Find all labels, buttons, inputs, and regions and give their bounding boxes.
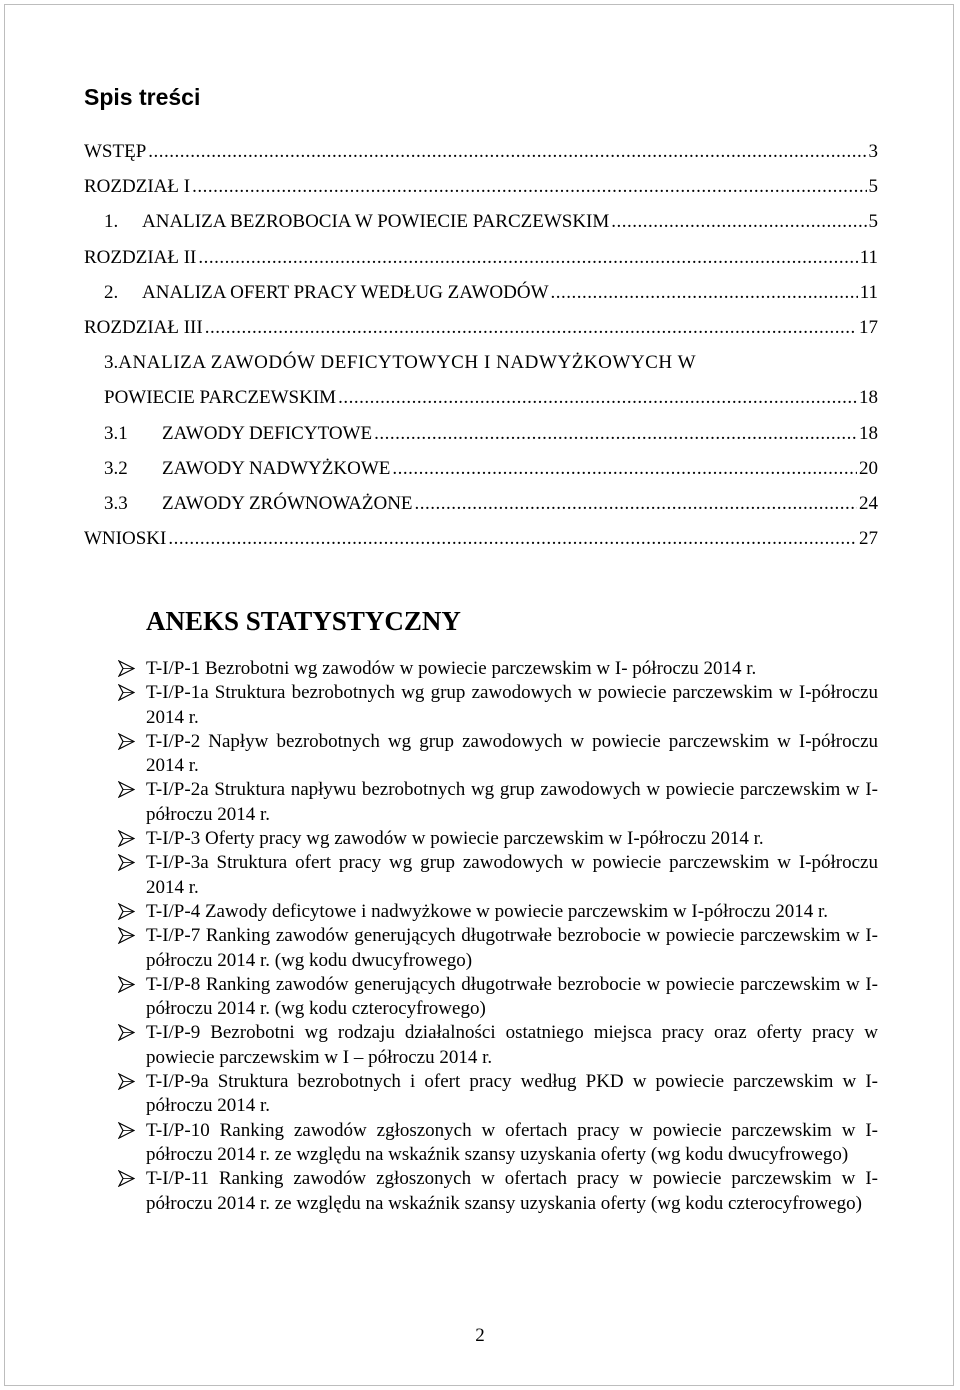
toc-dot-leader — [338, 387, 857, 409]
toc-entry[interactable] — [84, 141, 878, 176]
statistical-table-title: T-I/P-7 Ranking zawodów generujących długotrwałe bezrobocie w powiecie parczewskim w I-półroczu 2014 r. (wg kodu dwucyfrowego) — [146, 925, 878, 971]
page-number: 2 — [475, 1325, 485, 1346]
toc-entry-page: 3 — [868, 141, 878, 162]
statistical-table-item — [118, 924, 878, 973]
toc-dot-leader — [192, 176, 866, 198]
toc-entry-page: 11 — [859, 281, 878, 303]
statistical-table-item — [118, 1070, 878, 1119]
toc-entry-page: 27 — [859, 528, 878, 550]
statistical-table-item — [118, 778, 878, 827]
arrow-bullet-icon — [118, 1024, 135, 1041]
arrow-bullet-icon — [118, 733, 135, 750]
statistical-table-title: T-I/P-9a Struktura bezrobotnych i ofert pracy według PKD w powiecie parczewskim w I-półroczu 2014 r. — [146, 1071, 878, 1117]
toc-entry-label: ANALIZA ZAWODÓW DEFICYTOWYCH I NADWYŻKOWYCH W — [118, 352, 697, 374]
toc-entry-label: WNIOSKI — [84, 528, 167, 550]
toc-entry-label: ROZDZIAŁ III — [84, 316, 203, 338]
toc-entry[interactable] — [84, 176, 878, 211]
statistical-table-item — [118, 900, 878, 924]
toc-entry[interactable] — [84, 528, 878, 563]
toc-entry[interactable] — [84, 211, 878, 246]
toc-entry-page: 5 — [868, 211, 878, 233]
toc-dot-leader — [148, 141, 866, 163]
statistical-table-title: T-I/P-1 Bezrobotni wg zawodów w powiecie parczewskim w I- półroczu 2014 r. — [146, 658, 757, 679]
statistical-table-title: T-I/P-3a Struktura ofert pracy wg grup zawodowych w powiecie parczewskim w I-półroczu 2014 r. — [146, 852, 878, 898]
statistical-table-item — [118, 851, 878, 900]
statistical-table-title: T-I/P-2 Napływ bezrobotnych wg grup zawodowych w powiecie parczewskim w I-półroczu 2014 r. — [146, 730, 878, 777]
toc-entry[interactable] — [84, 458, 878, 493]
toc-entry-number: 3.3 — [104, 492, 128, 514]
page-title: Spis treści — [84, 84, 201, 110]
toc-entry-label: ANALIZA OFERT PRACY WEDŁUG ZAWODÓW — [142, 281, 549, 303]
statistical-tables-list — [118, 657, 878, 1216]
toc-entry-page: 5 — [868, 176, 878, 198]
toc-entry-label: ZAWODY ZRÓWNOWAŻONE — [162, 492, 413, 514]
arrow-bullet-icon — [118, 854, 135, 871]
arrow-bullet-icon — [118, 976, 135, 993]
toc-entry-continuation[interactable] — [84, 387, 878, 422]
toc-dot-leader — [198, 247, 857, 269]
toc-entry[interactable] — [84, 493, 878, 528]
statistical-table-item — [118, 973, 878, 1022]
toc-entry[interactable] — [84, 247, 878, 282]
toc-dot-leader — [551, 282, 858, 304]
arrow-bullet-icon — [118, 660, 135, 677]
statistical-table-item — [118, 1167, 878, 1216]
statistical-table-title: T-I/P-11 Ranking zawodów zgłoszonych w ofertach pracy w powiecie parczewskim w I-półroczu 2014 r. ze względu na wskaźnik szansy uzyskania oferty (wg kodu czterocyfrowego) — [146, 1168, 878, 1214]
toc-dot-leader — [415, 493, 857, 515]
toc-entry-number: 2. — [104, 281, 119, 303]
toc-entry-label: POWIECIE PARCZEWSKIM — [104, 387, 337, 409]
statistical-table-item — [118, 1021, 878, 1070]
toc-entry[interactable] — [84, 423, 878, 458]
statistical-table-title: T-I/P-2a Struktura napływu bezrobotnych wg grup zawodowych w powiecie parczewskim w I-półroczu 2014 r. — [146, 779, 878, 825]
statistical-table-item — [118, 681, 878, 730]
arrow-bullet-icon — [118, 1122, 135, 1139]
arrow-bullet-icon — [118, 927, 135, 944]
arrow-bullet-icon — [118, 830, 135, 847]
statistical-table-item — [118, 657, 878, 681]
toc-entry[interactable] — [84, 352, 878, 387]
toc-entry[interactable] — [84, 317, 878, 352]
toc-entry-page: 20 — [859, 457, 878, 479]
toc-entry-page: 11 — [859, 246, 878, 268]
toc-entry-label: ZAWODY NADWYŻKOWE — [162, 457, 391, 479]
toc-entry-label: ZAWODY DEFICYTOWE — [162, 422, 373, 444]
arrow-bullet-icon — [118, 781, 135, 798]
statistical-table-title: T-I/P-9 Bezrobotni wg rodzaju działalności ostatniego miejsca pracy oraz oferty pracy w powiecie parczewskim w I – półroczu 2014 r. — [146, 1022, 878, 1068]
statistical-table-title: T-I/P-8 Ranking zawodów generujących długotrwałe bezrobocie w powiecie parczewskim w I-półroczu 2014 r. (wg kodu czterocyfrowego) — [146, 973, 878, 1020]
aneks-title: ANEKS STATYSTYCZNY — [146, 606, 461, 636]
toc-entry-page: 17 — [859, 316, 878, 338]
arrow-bullet-icon — [118, 684, 135, 701]
toc-entry-page: 18 — [859, 387, 878, 409]
toc-dot-leader — [168, 528, 857, 550]
toc-entry-number: 3. — [104, 352, 119, 374]
statistical-table-title: T-I/P-1a Struktura bezrobotnych wg grup zawodowych w powiecie parczewskim w I-półroczu 2014 r. — [146, 682, 878, 728]
toc-entry-label: WSTĘP — [84, 141, 147, 162]
toc-entry-label: ROZDZIAŁ II — [84, 246, 197, 268]
toc-entry-page: 18 — [859, 422, 878, 444]
statistical-table-item — [118, 730, 878, 779]
statistical-table-item — [118, 827, 878, 851]
arrow-bullet-icon — [118, 1170, 135, 1187]
toc-dot-leader — [611, 211, 866, 233]
toc-entry[interactable] — [84, 282, 878, 317]
statistical-table-item — [118, 1119, 878, 1168]
statistical-table-title: T-I/P-4 Zawody deficytowe i nadwyżkowe w powiecie parczewskim w I-półroczu 2014 r. — [146, 900, 829, 922]
statistical-table-title: T-I/P-3 Oferty pracy wg zawodów w powiecie parczewskim w I-półroczu 2014 r. — [146, 828, 764, 850]
arrow-bullet-icon — [118, 1073, 135, 1090]
arrow-bullet-icon — [118, 903, 135, 920]
toc-dot-leader — [392, 458, 857, 480]
toc-dot-leader — [374, 423, 857, 445]
toc-entry-page: 24 — [859, 492, 878, 514]
table-of-contents — [84, 141, 878, 563]
toc-entry-number: 3.1 — [104, 422, 128, 444]
toc-entry-number: 3.2 — [104, 457, 128, 479]
toc-entry-label: ANALIZA BEZROBOCIA W POWIECIE PARCZEWSKIM — [142, 211, 610, 233]
toc-entry-number: 1. — [104, 211, 119, 233]
toc-entry-label: ROZDZIAŁ I — [84, 176, 191, 198]
toc-dot-leader — [205, 317, 857, 339]
statistical-table-title: T-I/P-10 Ranking zawodów zgłoszonych w ofertach pracy w powiecie parczewskim w I-półroczu 2014 r. ze względu na wskaźnik szansy uzyskania oferty (wg kodu dwucyfrowego) — [146, 1119, 878, 1165]
